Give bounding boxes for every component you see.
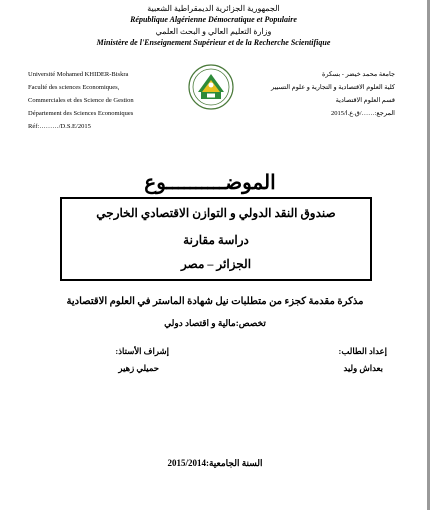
- specialization: تخصص:مالية و اقتصاد دولي: [164, 318, 266, 328]
- republic-arabic: الجمهورية الجزائرية الديمقراطية الشعبية: [147, 4, 280, 13]
- student-label: إعداد الطالب:: [338, 346, 387, 356]
- faculty-name-fr-line1: Faculté des sciences Economiques,: [28, 84, 120, 91]
- left-institution-block: [28, 68, 178, 133]
- faculty-name-ar: كلية العلوم الاقتصادية و التجارية و علوم التسيير: [270, 84, 395, 91]
- supervisor-label: إشراف الأستاذ:: [115, 346, 169, 356]
- academic-year: السنة الجامعية:2015/2014: [167, 458, 263, 468]
- student-name: بعداش وليد: [343, 363, 383, 373]
- thesis-title: صندوق النقد الدولي و التوازن الاقتصادي الخارجي: [96, 206, 336, 220]
- faculty-name-fr-line2: Commerciales et des Science de Gestion: [28, 97, 134, 104]
- university-seal-icon: [188, 64, 234, 110]
- university-name-ar: جامعة محمد خيضر - بسكرة: [321, 71, 395, 78]
- department-name-ar: قسم العلوم الاقتصادية: [335, 97, 395, 104]
- subject-heading: الموضــــــــــوع: [144, 172, 276, 194]
- thesis-title-box: [60, 197, 372, 281]
- supervisor-name: حميلي زهير: [118, 363, 159, 373]
- reference-ar: المرجع:……/ق.ع.ا/2015: [330, 110, 395, 117]
- university-name-fr: Université Mohamed KHIDER-Biskra: [28, 71, 129, 78]
- memo-statement: مذكرة مقدمة كجزء من متطلبات نيل شهادة الماستر في العلوم الاقتصادية: [66, 296, 364, 307]
- republic-french: République Algérienne Démocratique et Populaire: [130, 15, 297, 24]
- thesis-countries: الجزائر – مصر: [180, 257, 252, 271]
- ministry-french: Ministère de l'Enseignement Supérieur et de la Recherche Scientifique: [96, 38, 331, 47]
- thesis-subtitle: دراسة مقارنة: [183, 233, 249, 247]
- ministry-arabic: وزارة التعليم العالي و البحث العلمي: [155, 27, 272, 36]
- right-institution-block: [235, 68, 395, 120]
- department-name-fr: Département des Sciences Economiques: [28, 110, 134, 117]
- reference-fr: Réf:………/D.S.E/2015: [28, 123, 91, 130]
